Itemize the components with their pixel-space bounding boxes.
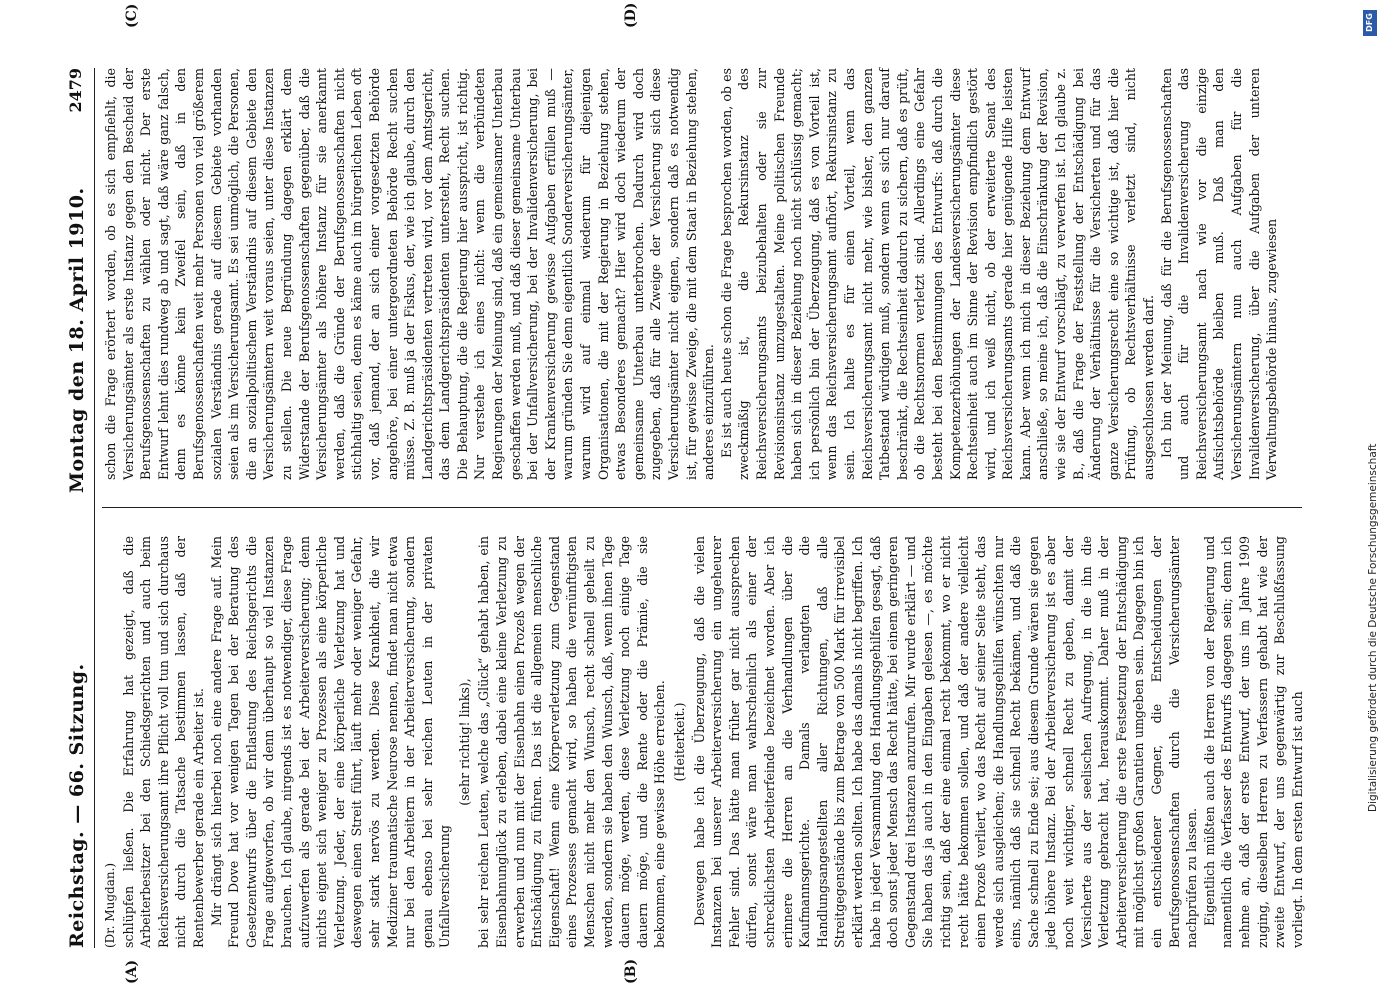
dfg-logo-text: DFG [1364,13,1374,32]
left-paragraph: Mir drängt sich hierbei noch eine andere Frage auf. Mein Freund Dove hat vor wenigen Tagen bei der Beratung des Gesetzentwurfs über die Entlastung des Reichsgerichts die Frage aufgeworfen, ob wir denn überhaupt so viel Instanzen brauchen. Ich glaube, nirgends ist es notwendiger, diese Frage aufzuwerfen als gerade bei der Arbeiterversicherung; denn nichts eignet sich weniger zu Prozessen als eine körperliche Verletzung. Jeder, der eine körperliche Verletzung hat und deswegen einen Streit führt, läuft mehr oder weniger Gefahr, sehr stark nervös zu werden. Diese Krankheit, die wir Mediziner traumatische Neurose nennen, findet man nicht etwa nur bei den Arbeitern in der Arbeiterversicherung, sondern genau ebenso bei sehr reichen Leuten in der privaten Unfallversicherung [208,536,453,948]
margin-marker-c: (C) [124,3,140,28]
margin-marker-d: (D) [623,2,639,28]
right-paragraph: Es ist auch heute schon die Frage besprochen worden, ob es zweckmäßig ist, die Rekursinstanz des Reichsversicherungsamts beizubehalten oder sie zur Revisionsinstanz umzugestalten. Meine politischen Freunde haben sich in dieser Beziehung noch nicht schlüssig gemacht; ich persönlich bin der Überzeugung, daß es von Vorteil ist, wenn das Reichsversicherungsamt aufhört, Rekursinstanz zu sein. Ich halte es für einen Vorteil, wenn das Reichsversicherungsamt nicht mehr, wie bisher, den ganzen Tatbestand würdigen muß, sondern wenn es sich nur darauf beschränkt, die Rechtseinheit dadurch zu sichern, daß es prüft, ob die Rechtsnormen verletzt sind. Allerdings eine Gefahr besteht bei den Bestimmungen des Entwurfs: daß durch die Kompetenzerhöhungen der Landesversicherungsämter diese Rechtseinheit auch im Sinne der Revision empfindlich gestört wird, und ich weiß nicht, ob der erweiterte Senat des Reichsversicherungsamts gerade hier genügende Hilfe leisten kann. Aber wenn ich mich in dieser Beziehung dem Entwurf anschließe, so meine ich, daß die Einschränkung der Revision, wie sie der Entwurf vorschlägt, zu verwerfen ist. Ich glaube z. B., daß die Frage der Feststellung der Entschädigung bei Änderung der Verhältnisse für die Versicherten und für das ganze Versicherungsrecht eine so wichtige ist, daß hier die Prüfung, ob Rechtsverhältnisse verletzt sind, nicht ausgeschlossen werden darf. [718,68,1157,480]
digitization-text: Digitalisierung gefördert durch die Deutsche Forschungsgemeinschaft [1367,443,1379,812]
dfg-logo [1363,10,1377,36]
interjection: (Heiterkeit.) [672,702,687,782]
header-rule [94,68,95,948]
left-paragraph: schlüpfen ließen. Die Erfahrung hat gezeigt, daß die Arbeiterbesitzer bei den Schiedsgerichten und auch beim Reichsversicherungsamt ihre Pflicht voll tun und sich durchaus nicht durch die Tatsache bestimmen lassen, daß der Rentenbewerber gerade ein Arbeiter ist. [120,536,206,948]
left-paragraph: Eigentlich müßten auch die Herren von der Regierung und namentlich die Verfasser des Entwurfs dagegen sein; denn ich nehme an, daß der erste Entwurf, der uns im Jahre 1909 zuging, dieselben Herren zu Verfassern gehabt hat wie der zweite Entwurf, der uns gegenwärtig zur Beschlußfassung vorliegt. In dem ersten Entwurf ist auch [1201,536,1305,948]
margin-marker-b: (B) [623,958,639,984]
interjection: (sehr richtig! links), [456,678,472,806]
left-column [102,536,1306,948]
header-session: Reichstag. — 66. Sitzung. [66,663,88,948]
digitization-note [1363,4,1381,996]
right-paragraph: Ich bin der Meinung, daß für die Berufsgenossenschaften und auch für die Invalidenversicherung das Reichsversicherungsamt nach wie vor die einzige Aufsichtsbehörde bleiben muß. Daß man den Versicherungsämtern nun auch Aufgaben für die Invalidenversicherung, über die Aufgaben der unteren Verwaltungsbehörde hinaus, zugewiesen [1158,68,1280,480]
right-column [102,68,1281,480]
margin-marker-a: (A) [124,959,140,984]
header-date: Montag den 18. April 1910. [66,187,88,493]
page-body [58,2,1358,984]
column-divider [102,507,1302,508]
page-number: 2479 [66,68,85,113]
speaker-name: (Dr. Mugdan.) [103,862,117,948]
left-paragraph: Deswegen habe ich die Überzeugung, daß die vielen Instanzen bei unserer Arbeiterversicherung ein ungeheurer Fehler sind. Das hätte man früher gar nicht aussprechen dürfen, sonst wäre man wahrscheinlich als einer der schrecklichsten Arbeiterfeinde bezeichnet worden. Aber ich erinnere die Herren an die Verhandlungen über die Kaufmannsgerichte. Damals verlangten die Handlungsangestellten aller Richtungen, daß alle Streitgegenstände bis zum Betrage von 500 Mark für irrevisibel erklärt werden sollten. Ich habe das damals nicht begriffen. Ich habe in jeder Versammlung den Handlungsgehilfen gesagt, daß doch sonst jeder Mensch das Recht hätte, bei einem geringeren Gegenstand drei Instanzen anzurufen. Mir wurde erklärt — und Sie haben das ja auch in den Eingaben gelesen —, es möchte richtig sein, daß der eine einmal recht bekommt, wo er nicht recht hätte bekommen sollen, und daß der andere vielleicht einen Prozeß verliert, wo das Recht auf seiner Seite steht, das werde sich ausgleichen; die Handlungsgehilfen wünschten nur eins, nämlich daß sie schnell Recht bekämen, und daß die Sache schnell zu Ende sei; aus diesem Grunde wären sie gegen jede höhere Instanz. Bei der Arbeiterversicherung ist es aber noch weit wichtiger, schnell Recht zu geben, damit der Versicherte aus der seelischen Aufregung, in die ihn die Verletzung gebracht hat, herauskommt. Daher muß in der Arbeiterversicherung die erste Festsetzung der Entschädigung mit möglichst großen Garantien umgeben sein. Dagegen bin ich ein entschiedener Gegner, die Entscheidungen der Berufsgenossenschaften durch die Versicherungsämter nachprüfen zu lassen. [691,536,1200,948]
page-header [58,68,92,948]
left-paragraph: bei sehr reichen Leuten, welche das „Glück“ gehabt haben, ein Eisenbahnunglück zu erleben, dabei eine kleine Verletzung zu erwerben und nun mit der Eisenbahn einen Prozeß wegen der Entschädigung zu führen. Das ist die allgemein menschliche Eigenschaft! Wenn eine Körperverletzung zum Gegenstand eines Prozesses gemacht wird, so haben die vernünftigsten Menschen nicht mehr den Wunsch, recht schnell geheilt zu werden, sondern sie haben den Wunsch, daß, wenn ihnen Tage dauern möge, werden, diese Verletzung noch einige Tage dauern möge, und die Rente oder die Prämie, die sie bekommen, eine gewisse Höhe erreichen. [476,536,668,948]
right-paragraph: schon die Frage erörtert worden, ob es sich empfiehlt, die Versicherungsämter als erste Instanz gegen den Bescheid der Berufsgenossenschaften zu wählen oder nicht. Der erste Entwurf lehnt dies rundweg ab und sagt, daß wäre ganz falsch, denn es könne kein Zweifel sein, daß in den Berufsgenossenschaften weit mehr Personen von viel größerem sozialen Verständnis gerade auf diesem Gebiete vorhanden seien als im Versicherungsamt. Es sei unmöglich, die Personen, die an sozialpolitischem Verständnis auf diesem Gebiete den Versicherungsämtern weit voraus seien, unter diese Instanzen zu stellen. Die neue Begründung dagegen erklärt dem Widerstande der Berufsgenossenschaften gegenüber, daß die Versicherungsämter als höhere Instanz für sie anerkannt werden, daß die Gründe der Berufsgenossenschaften nicht stichhaltig seien, denn es käme auch im bürgerlichen Leben oft vor, daß jemand, der an sich einer vorgesetzten Behörde angehöre, bei einer untergeordneten Behörde Recht suchen müsse. Z. B. muß ja der Fiskus, der, wie ich glaube, durch den Landgerichtspräsidenten vertreten wird, vor dem Amtsgericht, das dem Landgerichtspräsidenten untersteht, Recht suchen. Die Behauptung, die die Regierung hier ausspricht, ist richtig. Nur verstehe ich eines nicht: wenn die verbündeten Regierungen der Meinung sind, daß ein gemeinsamer Unterbau geschaffen werden muß, und daß dieser gemeinsame Unterbau bei der Unfallversicherung, bei der Invalidenversicherung, bei der Krankenversicherung gewisse Aufgaben erfüllen muß — warum gründen Sie denn eigentlich Sonderversicherungsämter, warum wird auf einmal wiederum für diejenigen Organisationen, die mit der Regierung in Beziehung stehen, etwas Besonderes gemacht? Hier wird doch wiederum der gemeinsame Unterbau unterbrochen. Dadurch wird doch zugegeben, daß für alle Zweige der Versicherung sich diese Versicherungsämter nicht eignen, sondern daß es notwendig ist, für gewisse Zweige, die mit dem Staat in Beziehung stehen, anderes einzuführen. [103,68,717,480]
